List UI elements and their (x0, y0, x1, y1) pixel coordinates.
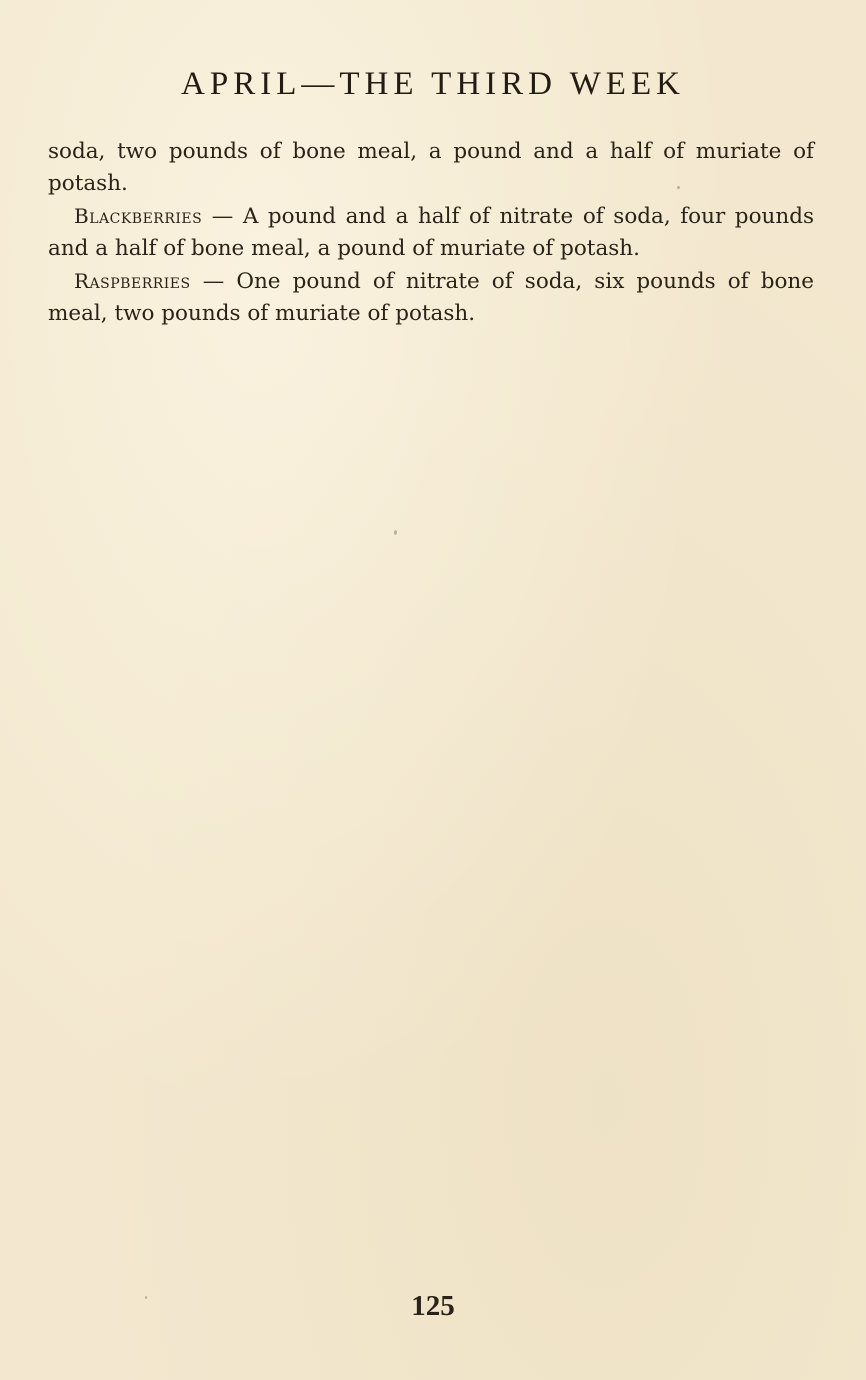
body-text (48, 136, 814, 330)
entry-blackberries (48, 200, 814, 265)
entry-raspberries (48, 265, 814, 330)
paper-speck (394, 530, 397, 535)
page-number: 125 (411, 1290, 455, 1322)
paper-speck (677, 186, 680, 189)
entry-term: Raspberries (74, 269, 191, 293)
paragraph-continuation: soda, two pounds of bone meal, a pound and a half of muriate of potash. (48, 139, 814, 196)
entry-term: Blackberries (74, 204, 203, 228)
entry-text: — A pound and a half of nitrate of soda, four pounds and a half of bone meal, a pound of muriate of potash. (48, 204, 814, 261)
running-head: APRIL—THE THIRD WEEK (181, 66, 685, 102)
entry-text: — One pound of nitrate of soda, six pounds of bone meal, two pounds of muriate of potash. (48, 269, 814, 326)
paper-speck (145, 1296, 147, 1299)
